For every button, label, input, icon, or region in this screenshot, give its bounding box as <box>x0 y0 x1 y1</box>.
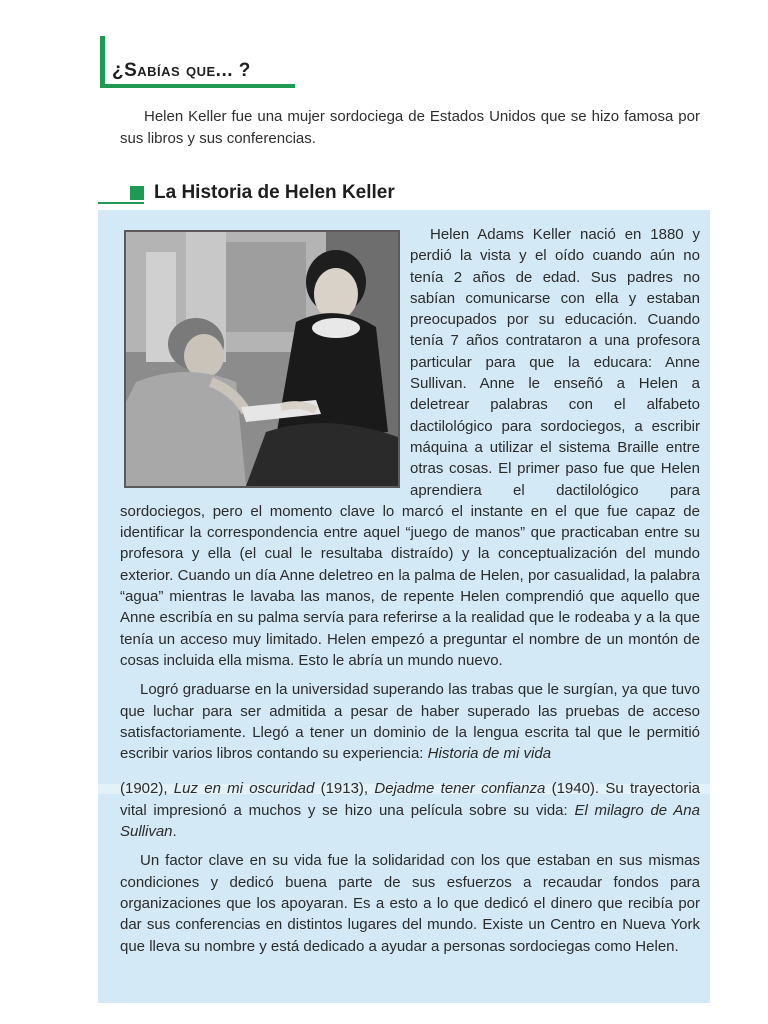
book-title-2: Luz en mi oscuridad <box>173 780 315 798</box>
paragraph-3-part-d: . <box>172 823 177 841</box>
film-title: El milagro de Ana Sullivan <box>120 801 700 841</box>
sabias-que-header <box>100 36 295 88</box>
article-paragraph-4: Un factor clave en su vida fue la solidaridad con los que estaban en sus mismas condiciones y dedicó buena parte de sus esfuerzos a recaudar fondos para organizaciones que los apoyaran. Es a esto a lo que dedicó el dinero que recibía por dar sus conferencias en distintos lugares del mundo. Existe un Centro en Nueva York que lleva su nombre y está dedicado a ayudar a personas sordociegas como Helen. <box>120 852 700 955</box>
article-paragraph-1: Helen Adams Keller nació en 1880 y perdió la vista y el oído cuando aún no tenía 2 años de edad. Sus padres no sabían comunicarse con ella y estaban preocupados por su educación. Cuando tenía 7 años contrataron a una profesora particular para que la educara: Anne Sullivan. Anne le enseñó a Helen a deletrear palabras con el alfabeto dactilológico para sordociegos, a escribir máquina a utilizar el sistema Braille entre otras cosas. El primer paso fue que Helen aprendiera el dactilológico para sordociegos, pero el momento clave lo marcó el instante en el que fue capaz de identificar la correspondencia entre aquel “juego de manos” que practicaban entre su profesora y ella (el cual le resultaba distraído) y la conceptualización del mundo exterior. Cuando un día Anne deletreo en la palma de Helen, por casualidad, la palabra “agua” mientras le lavaba las manos, de repente Helen comprendió que aquello que Anne escribía en su palma servía para referirse a la realidad que le rodeaba y a la que tenía un acceso muy limitado. Helen empezó a preguntar el nombre de un montón de cosas incluida ella misma. Esto le abría un mundo nuevo. <box>120 226 700 669</box>
article-paragraph-2 <box>120 679 700 764</box>
header-accent-bar <box>100 36 105 88</box>
paragraph-3-part-c: (1940). Su trayectoria vital impresionó a muchos y se hizo una película sobre su vida: <box>120 780 700 819</box>
paragraph-2-text: Logró graduarse en la universidad superando las trabas que le surgían, ya que tuvo que luchar para ser admitida a pesar de haber superado las pruebas de acceso satisfactoriamente. Llegó a tener un dominio de la lengua escrita tal que le permitió escribir varios libros contando su experiencia: <box>120 681 700 763</box>
section-bullet-square <box>130 186 144 200</box>
paragraph-3-part-b: (1913), <box>314 780 375 798</box>
section-title: La Historia de Helen Keller <box>154 182 395 203</box>
book-title-1: Historia de mi vida <box>427 745 552 763</box>
photo-wrap-spacer <box>120 224 410 496</box>
book-title-3: Dejadme tener confianza <box>374 780 546 798</box>
header-underline <box>100 84 295 88</box>
article-body <box>120 224 700 957</box>
intro-paragraph: Helen Keller fue una mujer sordociega de Estados Unidos que se hizo famosa por sus libros y sus conferencias. <box>120 108 700 147</box>
sabias-que-title: ¿Sabías que... ? <box>112 60 251 81</box>
article-paragraph-3 <box>120 778 700 842</box>
paragraph-3-part-a: (1902), <box>120 780 174 798</box>
section-header <box>98 180 458 206</box>
section-header-line <box>98 202 144 204</box>
